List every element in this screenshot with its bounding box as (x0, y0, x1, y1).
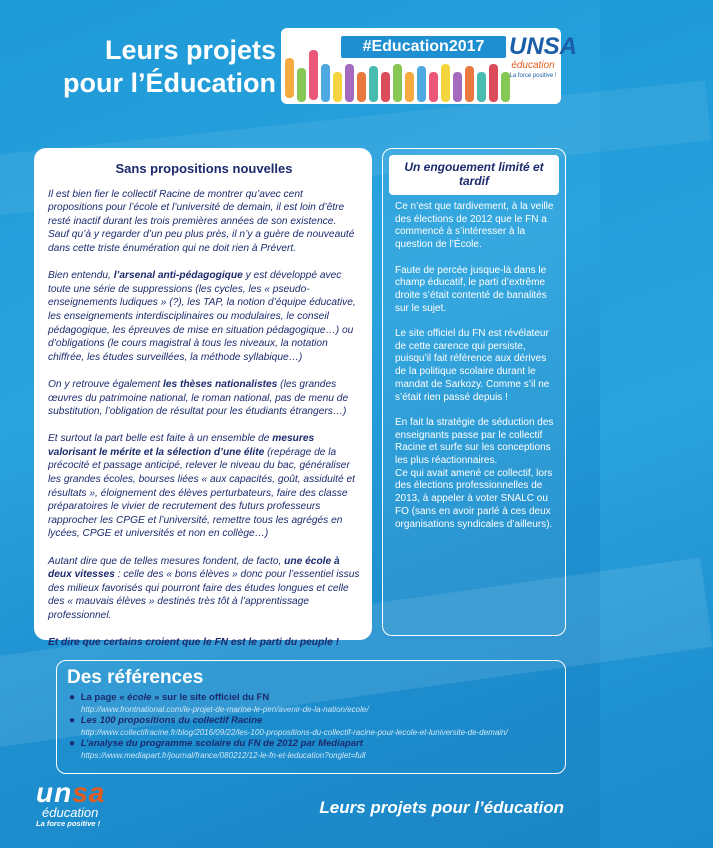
unsa-logo-small (509, 33, 578, 98)
page-title (36, 34, 276, 100)
unsa-logo-small-tagline: La force positive ! (509, 73, 557, 79)
main-paragraph-1: Il est bien fier le collectif Racine de montrer qu’avec cent propositions pour l’école et l’université de demain, il est loin d’être resté inactif durant les trois premières années de son existence. Sauf qu’à y regarder d’un peu plus près, il n’y a guère de nouveauté dans cette triste énumération qui ne doit rien à Prévert. (48, 188, 355, 254)
main-article-heading: Sans propositions nouvelles (115, 161, 293, 176)
main-paragraph-2: Bien entendu, l’arsenal anti-pédagogique y est développé avec toute une série de suppressions (les cycles, les « pseudo-enseignements ludiques » (?), les TAP, la notion d’équipe éducative, les enseignements interdisciplinaires ou modulaires, le conseil pédagogique, les épreuves de mise en situation pédagogique…) ou d’obligations (le cours magistral à tous les niveaux, la notation chiffrée, les études surveillées, la méthode syllabique…) (48, 270, 356, 363)
page-title-line2: pour l’Éducation (63, 68, 276, 98)
reference-item (69, 692, 555, 715)
unsa-logo-tagline: La force positive ! (36, 819, 101, 828)
side-paragraph-4: En fait la stratégie de séduction des enseignants passe par le collectif Racine et surfe sur les conceptions les plus réactionnaires. (395, 416, 554, 467)
bullet-icon: ● (69, 738, 76, 749)
side-panel (382, 148, 566, 636)
unsa-logo-education: éducation (42, 805, 99, 820)
reference-link[interactable]: http://www.collectifracine.fr/blog/2016/09/22/les-100-propositions-du-collectif-racine-pour-lecole-et-luniversite-de-demain/ (81, 728, 508, 737)
main-article-panel (34, 148, 372, 649)
reference-title: Les 100 propositions du collectif Racine (80, 715, 263, 726)
reference-link[interactable]: http://www.frontnational.com/le-projet-de-marine-le-pen/avenir-de-la-nation/ecole/ (81, 705, 369, 714)
reference-title: La page « école » sur le site officiel du FN (80, 692, 270, 703)
unsa-logo-mark: unsa (36, 777, 106, 808)
main-paragraph-3: On y retrouve également les thèses nationalistes (les grandes œuvres du patrimoine national, le roman national, pas de menu de substitution, l’obligation de résultat pour les étudiants étrangers…) (48, 378, 349, 418)
page-title-line1: Leurs projets (104, 35, 276, 65)
education2017-hashtag: #Education2017 (341, 36, 506, 58)
references-panel (56, 660, 566, 774)
footer-title: Leurs projets pour l’éducation (319, 798, 564, 817)
unsa-logo-small-education: éducation (511, 60, 555, 71)
reference-item (69, 738, 555, 761)
bullet-icon: ● (69, 715, 76, 726)
side-paragraph-2: Faute de percée jusque-là dans le champ éducatif, le parti d’extrême droite s’était contenté de banalités sur le sujet. (395, 264, 547, 314)
side-panel-body (395, 201, 559, 544)
bullet-icon: ● (69, 692, 76, 703)
side-panel-heading: Un engouement limité et tardif (389, 155, 559, 195)
side-paragraph-1: Ce n’est que tardivement, à la veille des élections de 2012 que le FN a commencé à s’intéresser à la question de l’École. (395, 201, 554, 251)
main-paragraph-conclusion: Et dire que certains croient que le FN est le parti du peuple ! (48, 637, 339, 649)
main-paragraph-4: Et surtout la part belle est faite à un ensemble de mesures valorisant le mérite et la sélection d’une élite (repérage de la précocité et passage anticipé, relever le niveau du bac, généraliser les grandes écoles, bourses liées « aux capacités, goût, assiduité et résultats », éloignement des élèves perturbateurs, faire des classe préparatoires le vivier de recrutement des futurs professeurs rapprocher les CPGE et l’université, remettre tous les agrégés en lycées, CPGE et universités et non en collège…) (48, 433, 355, 540)
reference-title: L’analyse du programme scolaire du FN de 2012 par Mediapart (80, 738, 363, 749)
references-heading: Des références (67, 667, 204, 688)
reference-item (69, 715, 555, 738)
unsa-education-logo (36, 777, 116, 840)
side-paragraph-5: Ce qui avait amené ce collectif, lors des élections professionnelles de 2013, à appeler à voter SNALC ou FO (sans en avoir parlé à ces deux organisations syndicales d’ailleurs). (395, 467, 553, 530)
reference-link[interactable]: https://www.mediapart.fr/journal/france/080212/12-le-fn-et-leducation?onglet=full (81, 751, 366, 760)
unsa-logo-small-mark: UNSA (509, 33, 578, 60)
main-paragraph-5: Autant dire que de telles mesures fondent, de facto, une école à deux vitesses : celle des « bons élèves » donc pour l’essentiel issus des milieux favorisés qui pourront faire des études longues et celle des « mauvais élèves » destinés très tôt à l’apprentissage professionnel. (48, 555, 360, 621)
education2017-banner (281, 28, 578, 104)
side-paragraph-3: Le site officiel du FN est révélateur de cette carence qui persiste, puisqu’il fait référence aux dérives de la politique scolaire durant le mandat de Sarkozy. Comme s’il ne s’était rien passé depuis ! (395, 328, 550, 403)
